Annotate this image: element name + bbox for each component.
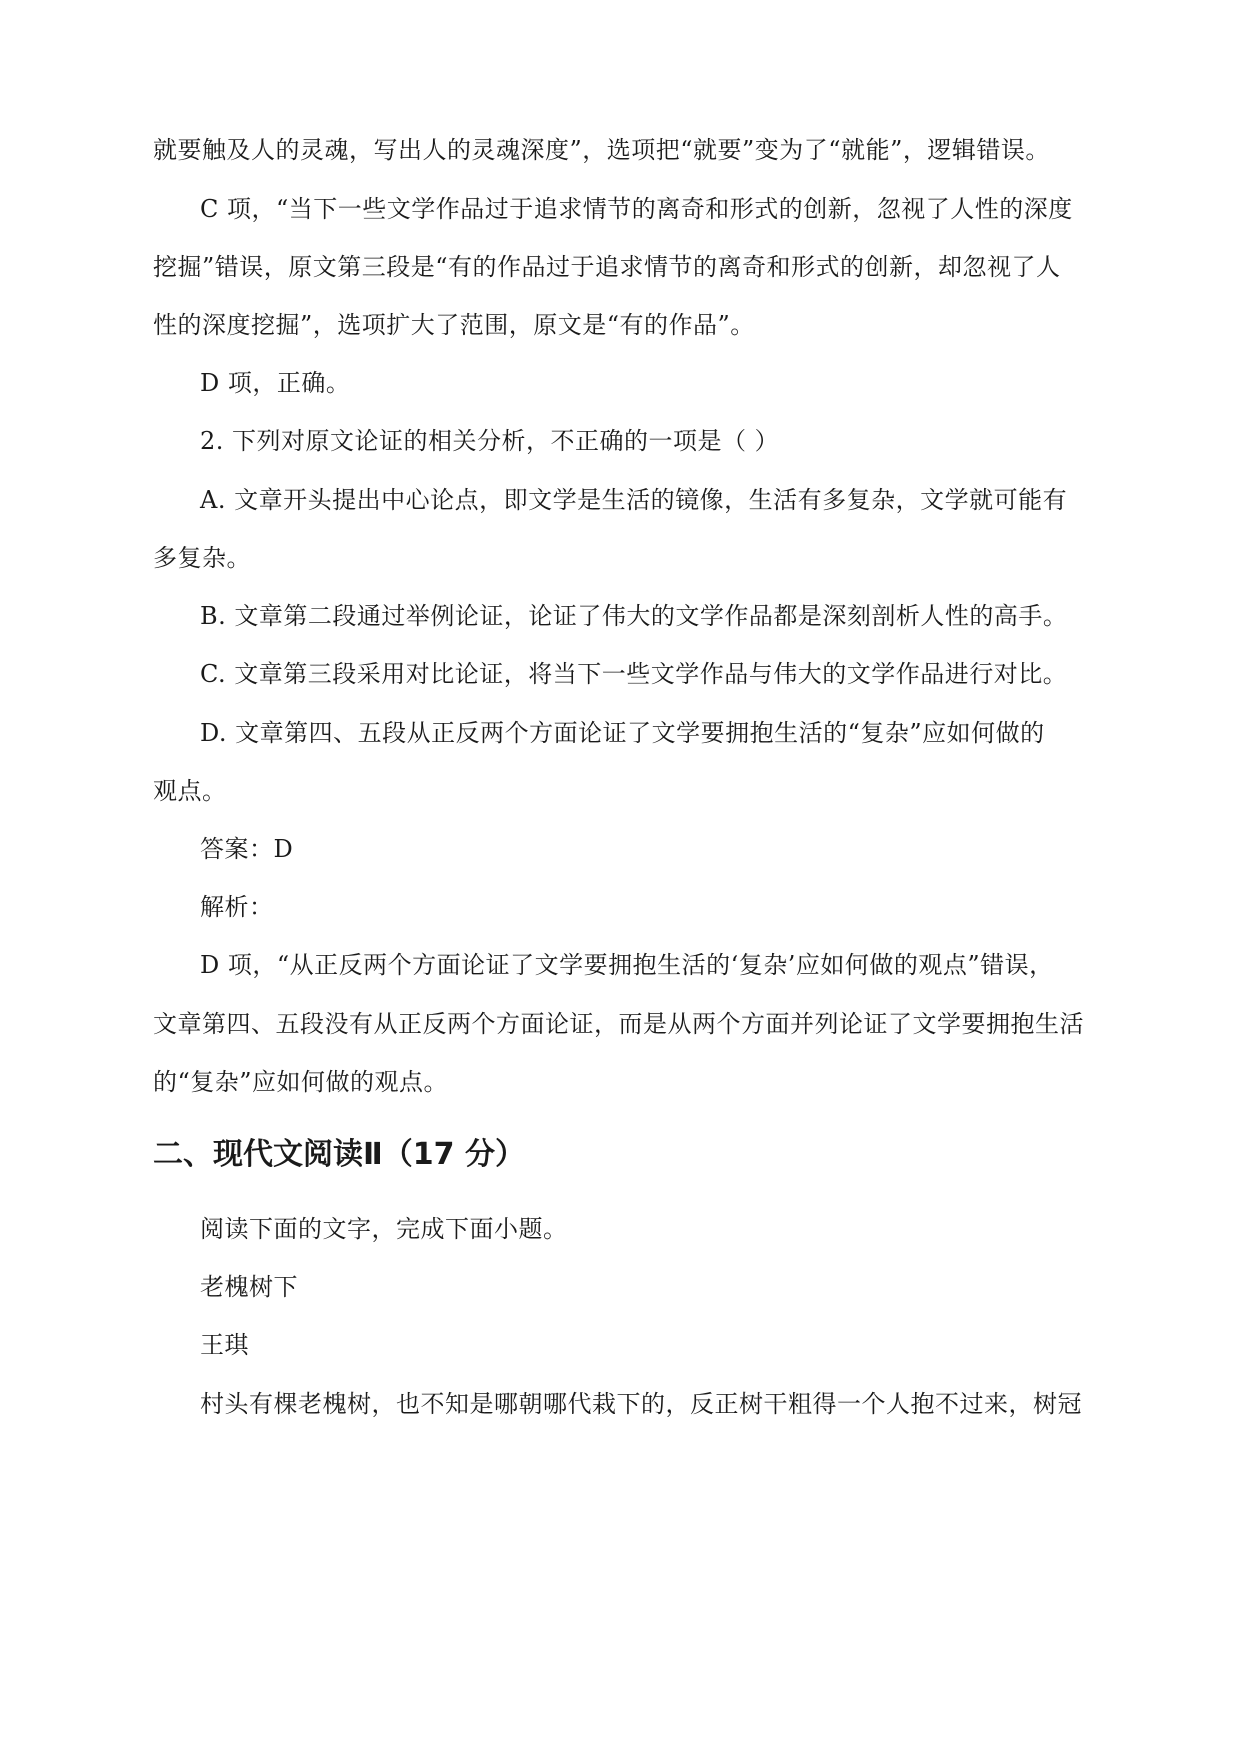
text-line: 性的深度挖掘”，选项扩大了范围，原文是“有的作品”。 — [153, 311, 755, 339]
text-line: 多复杂。 — [153, 544, 251, 572]
text-line: D 项，“从正反两个方面论证了文学要拥抱生活的‘复杂’应如何做的观点”错误， — [200, 951, 1054, 979]
option-a: A. 文章开头提出中心论点，即文学是生活的镜像，生活有多复杂，文学就可能有 — [200, 486, 1068, 514]
text-line: 观点。 — [153, 777, 227, 805]
passage-author: 王琪 — [200, 1331, 249, 1359]
option-c: C. 文章第三段采用对比论证，将当下一些文学作品与伟大的文学作品进行对比。 — [200, 660, 1068, 688]
text-line: D 项，正确。 — [200, 369, 351, 397]
passage-title: 老槐树下 — [200, 1273, 298, 1301]
analysis-label: 解析： — [200, 893, 274, 921]
text-line: 的“复杂”应如何做的观点。 — [153, 1068, 449, 1096]
text-line: 文章第四、五段没有从正反两个方面论证，而是从两个方面并列论证了文学要拥抱生活 — [153, 1010, 1084, 1038]
text-line: 挖掘”错误，原文第三段是“有的作品过于追求情节的离奇和形式的创新，却忽视了人 — [153, 253, 1061, 281]
text-line: C 项，“当下一些文学作品过于追求情节的离奇和形式的创新，忽视了人性的深度 — [200, 195, 1073, 223]
question-stem: 2. 下列对原文论证的相关分析，不正确的一项是（ ） — [200, 427, 780, 455]
instruction-line: 阅读下面的文字，完成下面小题。 — [200, 1215, 568, 1243]
text-line: 就要触及人的灵魂，写出人的灵魂深度”，选项把“就要”变为了“就能”，逻辑错误。 — [153, 136, 1050, 164]
passage-text: 村头有棵老槐树，也不知是哪朝哪代栽下的，反正树干粗得一个人抱不过来，树冠 — [200, 1390, 1082, 1418]
option-b: B. 文章第二段通过举例论证，论证了伟大的文学作品都是深刻剖析人性的高手。 — [200, 602, 1068, 630]
answer-line: 答案：D — [200, 835, 294, 863]
section-heading: 二、现代文阅读Ⅱ（17 分） — [153, 1137, 525, 1172]
option-d: D. 文章第四、五段从正反两个方面论证了文学要拥抱生活的“复杂”应如何做的 — [200, 719, 1045, 747]
